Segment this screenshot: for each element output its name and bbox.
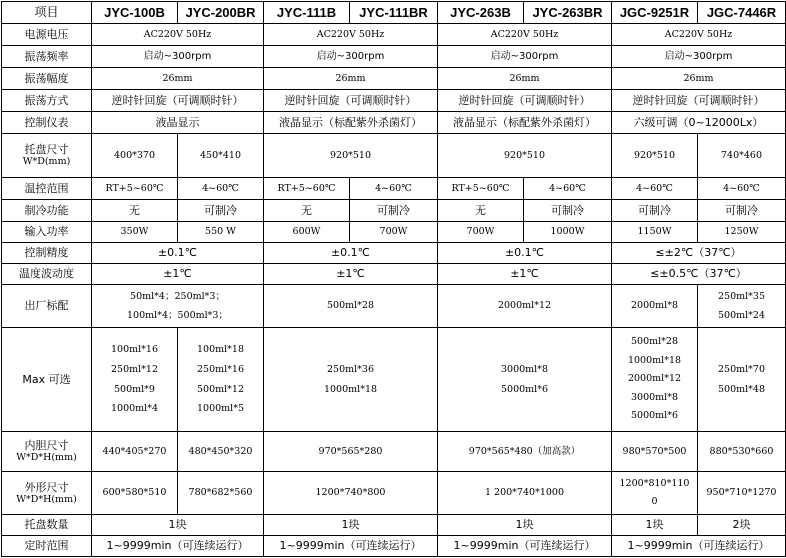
cell-outer: 950*710*1270 bbox=[698, 472, 786, 515]
header-model: JYC-111BR bbox=[350, 2, 438, 24]
cell-temp: 4~60℃ bbox=[524, 178, 612, 200]
cell-tray: 450*410 bbox=[178, 134, 264, 178]
cell-cool: 可制冷 bbox=[524, 200, 612, 222]
cell-input: 700W bbox=[350, 222, 438, 243]
factory-line: 250ml*35 bbox=[717, 291, 766, 302]
cell-ctrl: 液晶显示（标配紫外杀菌灯） bbox=[264, 112, 438, 134]
max-line: 500ml*12 bbox=[196, 383, 245, 395]
row-tray bbox=[2, 134, 786, 178]
max-line: 3000ml*8 bbox=[630, 391, 679, 403]
max-line: 3000ml*8 bbox=[500, 363, 549, 375]
max-line: 1000ml*4 bbox=[110, 403, 159, 415]
cell-inner: 880*530*660 bbox=[698, 432, 786, 472]
max-line: 500ml*9 bbox=[114, 383, 155, 395]
cell-input: 700W bbox=[438, 222, 524, 243]
cell-factory: 500ml*28 bbox=[264, 285, 438, 328]
cell-inner: 970*565*480（加高款） bbox=[438, 432, 612, 472]
cell-prec: ±0.1℃ bbox=[438, 243, 612, 264]
cell-cool: 无 bbox=[438, 200, 524, 222]
cell-outer: 1 200*740*1000 bbox=[438, 472, 612, 515]
cell-cool: 无 bbox=[264, 200, 350, 222]
cell-fluct: ≤±0.5℃（37℃） bbox=[612, 264, 786, 285]
cell-inner: 970*565*280 bbox=[264, 432, 438, 472]
label-inner-unit: W*D*H(mm) bbox=[16, 452, 77, 464]
cell-mode: 逆时针回旋（可调顺时针） bbox=[612, 90, 786, 112]
label-factory: 出厂标配 bbox=[2, 285, 92, 328]
header-model: JYC-263BR bbox=[524, 2, 612, 24]
cell-qty: 1块 bbox=[264, 515, 438, 536]
cell-ctrl: 液晶显示（标配紫外杀菌灯） bbox=[438, 112, 612, 134]
row-freq bbox=[2, 46, 786, 68]
label-outer-unit: W*D*H(mm) bbox=[16, 493, 77, 505]
label-outer-title: 外形尺寸 bbox=[24, 480, 69, 494]
cell-tray: 920*510 bbox=[612, 134, 698, 178]
row-factory bbox=[2, 285, 786, 328]
cell-power: AC220V 50Hz bbox=[264, 24, 438, 46]
max-line: 100ml*18 bbox=[196, 343, 245, 355]
cell-tray: 400*370 bbox=[92, 134, 178, 178]
cell-timer: 1~9999min（可连续运行） bbox=[438, 536, 612, 557]
cell-power: AC220V 50Hz bbox=[92, 24, 264, 46]
cell-max bbox=[178, 328, 264, 432]
header-row bbox=[2, 2, 786, 24]
label-power: 电源电压 bbox=[2, 24, 92, 46]
factory-line: 50ml*4；250ml*3； bbox=[130, 291, 225, 302]
cell-mode: 逆时针回旋（可调顺时针） bbox=[264, 90, 438, 112]
cell-tray: 920*510 bbox=[264, 134, 438, 178]
max-line: 250ml*70 bbox=[717, 363, 766, 375]
cell-temp: 4~60℃ bbox=[612, 178, 698, 200]
max-line: 5000ml*6 bbox=[630, 410, 679, 422]
cell-cool: 可制冷 bbox=[698, 200, 786, 222]
row-ctrl bbox=[2, 112, 786, 134]
header-model: JGC-7446R bbox=[698, 2, 786, 24]
cell-fluct: ±1℃ bbox=[438, 264, 612, 285]
label-outer bbox=[2, 472, 92, 515]
outer-line: 1200*810*110 bbox=[619, 477, 690, 489]
cell-cool: 无 bbox=[92, 200, 178, 222]
cell-temp: RT+5~60℃ bbox=[92, 178, 178, 200]
cell-qty: 1块 bbox=[612, 515, 698, 536]
cell-input: 1250W bbox=[698, 222, 786, 243]
max-line: 500ml*48 bbox=[717, 383, 766, 395]
cell-fluct: ±1℃ bbox=[264, 264, 438, 285]
label-amp: 振荡幅度 bbox=[2, 68, 92, 90]
cell-prec: ≤±2℃（37℃） bbox=[612, 243, 786, 264]
label-mode: 振荡方式 bbox=[2, 90, 92, 112]
cell-cool: 可制冷 bbox=[612, 200, 698, 222]
cell-timer: 1~9999min（可连续运行） bbox=[92, 536, 264, 557]
cell-input: 600W bbox=[264, 222, 350, 243]
cell-qty: 1块 bbox=[438, 515, 612, 536]
row-input bbox=[2, 222, 786, 243]
header-model: JYC-263B bbox=[438, 2, 524, 24]
cell-input: 1000W bbox=[524, 222, 612, 243]
label-tray-unit: W*D(mm) bbox=[22, 156, 71, 168]
cell-prec: ±0.1℃ bbox=[264, 243, 438, 264]
outer-line: 0 bbox=[651, 496, 658, 507]
cell-power: AC220V 50Hz bbox=[438, 24, 612, 46]
cell-outer: 780*682*560 bbox=[178, 472, 264, 515]
row-qty bbox=[2, 515, 786, 536]
max-line: 5000ml*6 bbox=[500, 383, 549, 395]
header-item: 项目 bbox=[2, 2, 92, 24]
spec-table bbox=[1, 1, 786, 557]
label-fluct: 温度波动度 bbox=[2, 264, 92, 285]
row-amp bbox=[2, 68, 786, 90]
cell-freq: 启动~300rpm bbox=[264, 46, 438, 68]
cell-tray: 740*460 bbox=[698, 134, 786, 178]
cell-ctrl: 六级可调（0~12000Lx） bbox=[612, 112, 786, 134]
cell-power: AC220V 50Hz bbox=[612, 24, 786, 46]
row-prec bbox=[2, 243, 786, 264]
cell-input: 1150W bbox=[612, 222, 698, 243]
factory-line: 100ml*4；500ml*3； bbox=[127, 310, 228, 321]
row-cool bbox=[2, 200, 786, 222]
max-line: 250ml*16 bbox=[196, 363, 245, 375]
cell-max bbox=[438, 328, 612, 432]
cell-max bbox=[698, 328, 786, 432]
row-temp bbox=[2, 178, 786, 200]
label-ctrl: 控制仪表 bbox=[2, 112, 92, 134]
row-outer bbox=[2, 472, 786, 515]
row-fluct bbox=[2, 264, 786, 285]
cell-mode: 逆时针回旋（可调顺时针） bbox=[438, 90, 612, 112]
cell-timer: 1~9999min（可连续运行） bbox=[612, 536, 786, 557]
cell-factory: 2000ml*8 bbox=[612, 285, 698, 328]
header-model: JYC-100B bbox=[92, 2, 178, 24]
label-inner-title: 内胆尺寸 bbox=[24, 439, 69, 453]
cell-temp: 4~60℃ bbox=[350, 178, 438, 200]
cell-temp: RT+5~60℃ bbox=[264, 178, 350, 200]
cell-max bbox=[612, 328, 698, 432]
max-line: 1000ml*18 bbox=[323, 383, 378, 395]
label-cool: 制冷功能 bbox=[2, 200, 92, 222]
cell-max bbox=[264, 328, 438, 432]
cell-outer: 600*580*510 bbox=[92, 472, 178, 515]
row-power bbox=[2, 24, 786, 46]
factory-line: 500ml*24 bbox=[717, 310, 766, 321]
cell-inner: 980*570*500 bbox=[612, 432, 698, 472]
cell-inner: 480*450*320 bbox=[178, 432, 264, 472]
cell-temp: RT+5~60℃ bbox=[438, 178, 524, 200]
cell-qty: 1块 bbox=[92, 515, 264, 536]
label-timer: 定时范围 bbox=[2, 536, 92, 557]
cell-factory bbox=[698, 285, 786, 328]
cell-amp: 26mm bbox=[438, 68, 612, 90]
label-max: Max 可选 bbox=[2, 328, 92, 432]
cell-amp: 26mm bbox=[264, 68, 438, 90]
label-qty: 托盘数量 bbox=[2, 515, 92, 536]
cell-max bbox=[92, 328, 178, 432]
cell-freq: 启动~300rpm bbox=[92, 46, 264, 68]
cell-amp: 26mm bbox=[92, 68, 264, 90]
cell-temp: 4~60℃ bbox=[698, 178, 786, 200]
max-line: 2000ml*12 bbox=[627, 373, 682, 385]
label-inner bbox=[2, 432, 92, 472]
max-line: 1000ml*18 bbox=[627, 354, 682, 366]
cell-timer: 1~9999min（可连续运行） bbox=[264, 536, 438, 557]
header-model: JGC-9251R bbox=[612, 2, 698, 24]
cell-factory: 2000ml*12 bbox=[438, 285, 612, 328]
row-timer bbox=[2, 536, 786, 557]
label-temp: 温控范围 bbox=[2, 178, 92, 200]
cell-ctrl: 液晶显示 bbox=[92, 112, 264, 134]
max-line: 100ml*16 bbox=[110, 343, 159, 355]
label-input: 输入功率 bbox=[2, 222, 92, 243]
label-prec: 控制精度 bbox=[2, 243, 92, 264]
label-tray-title: 托盘尺寸 bbox=[24, 143, 69, 157]
label-tray bbox=[2, 134, 92, 178]
max-line: 1000ml*5 bbox=[196, 403, 245, 415]
cell-temp: 4~60℃ bbox=[178, 178, 264, 200]
cell-input: 550 W bbox=[178, 222, 264, 243]
cell-input: 350W bbox=[92, 222, 178, 243]
max-line: 500ml*28 bbox=[630, 336, 679, 348]
cell-mode: 逆时针回旋（可调顺时针） bbox=[92, 90, 264, 112]
cell-amp: 26mm bbox=[612, 68, 786, 90]
cell-factory bbox=[92, 285, 264, 328]
cell-freq: 启动~300rpm bbox=[438, 46, 612, 68]
cell-inner: 440*405*270 bbox=[92, 432, 178, 472]
cell-qty: 2块 bbox=[698, 515, 786, 536]
cell-fluct: ±1℃ bbox=[92, 264, 264, 285]
max-line: 250ml*36 bbox=[326, 363, 375, 375]
cell-cool: 可制冷 bbox=[178, 200, 264, 222]
row-max bbox=[2, 328, 786, 432]
row-inner bbox=[2, 432, 786, 472]
max-line: 250ml*12 bbox=[110, 363, 159, 375]
cell-freq: 启动~300rpm bbox=[612, 46, 786, 68]
label-freq: 振荡频率 bbox=[2, 46, 92, 68]
row-mode bbox=[2, 90, 786, 112]
cell-cool: 可制冷 bbox=[350, 200, 438, 222]
cell-prec: ±0.1℃ bbox=[92, 243, 264, 264]
cell-tray: 920*510 bbox=[438, 134, 612, 178]
cell-outer bbox=[612, 472, 698, 515]
header-model: JYC-200BR bbox=[178, 2, 264, 24]
header-model: JYC-111B bbox=[264, 2, 350, 24]
cell-outer: 1200*740*800 bbox=[264, 472, 438, 515]
